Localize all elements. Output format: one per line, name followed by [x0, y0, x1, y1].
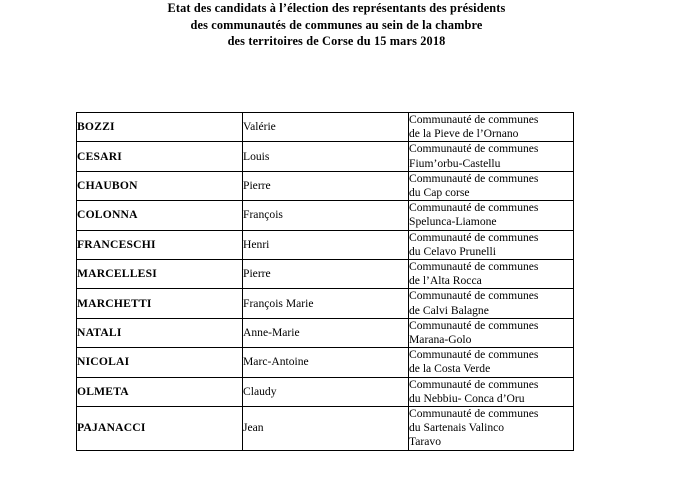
- candidate-forename: François: [243, 201, 409, 230]
- candidate-surname: CHAUBON: [77, 171, 243, 200]
- candidate-community: [409, 377, 574, 406]
- table-row: [77, 142, 574, 171]
- candidate-surname: NICOLAI: [77, 348, 243, 377]
- candidate-surname: CESARI: [77, 142, 243, 171]
- table-row: [77, 260, 574, 289]
- candidate-community-line: Communauté de communes: [409, 407, 539, 421]
- candidate-community-line: Communauté de communes: [409, 171, 539, 185]
- candidate-forename: Valérie: [243, 113, 409, 142]
- candidate-community: [409, 260, 574, 289]
- candidate-community: [409, 318, 574, 347]
- page-title-line-2: des communautés de communes au sein de la chambre: [190, 17, 483, 32]
- candidate-community: [409, 171, 574, 200]
- page-title-line-3: des territoires de Corse du 15 mars 2018: [227, 34, 446, 49]
- candidate-community-line: Taravo: [409, 435, 442, 449]
- candidate-forename: Henri: [243, 230, 409, 259]
- candidate-surname: BOZZI: [77, 113, 243, 142]
- candidate-community-line: du Sartenais Valinco: [409, 421, 505, 435]
- candidate-forename: Claudy: [243, 377, 409, 406]
- candidate-community: [409, 201, 574, 230]
- table-row: [77, 201, 574, 230]
- candidate-surname: OLMETA: [77, 377, 243, 406]
- candidate-surname: NATALI: [77, 318, 243, 347]
- table-row: [77, 377, 574, 406]
- candidate-community: [409, 407, 574, 451]
- table-row: [77, 171, 574, 200]
- candidate-forename: François Marie: [243, 289, 409, 318]
- candidate-community-line: Communauté de communes: [409, 318, 539, 332]
- candidate-community-line: Spelunca-Liamone: [409, 215, 497, 229]
- table-row: [77, 289, 574, 318]
- table-row: [77, 230, 574, 259]
- candidate-surname: MARCELLESI: [77, 260, 243, 289]
- candidate-community: [409, 142, 574, 171]
- candidate-surname: COLONNA: [77, 201, 243, 230]
- candidate-surname: FRANCESCHI: [77, 230, 243, 259]
- candidate-surname: MARCHETTI: [77, 289, 243, 318]
- candidates-table-body: [77, 113, 574, 451]
- candidate-community-line: de Calvi Balagne: [409, 303, 489, 317]
- candidate-community-line: Communauté de communes: [409, 260, 539, 274]
- page-title-line-1: Etat des candidats à l’élection des représentants des présidents: [167, 1, 506, 15]
- page-title: [0, 0, 673, 50]
- candidate-community-line: Communauté de communes: [409, 142, 539, 156]
- candidates-table: [76, 112, 574, 451]
- candidate-community-line: Communauté de communes: [409, 348, 539, 362]
- candidate-community-line: de la Costa Verde: [409, 362, 491, 376]
- candidate-community-line: Communauté de communes: [409, 230, 539, 244]
- candidate-forename: Pierre: [243, 171, 409, 200]
- candidate-community-line: du Celavo Prunelli: [409, 244, 496, 258]
- candidate-surname: PAJANACCI: [77, 407, 243, 451]
- table-row: [77, 348, 574, 377]
- table-row: [77, 113, 574, 142]
- candidate-community: [409, 289, 574, 318]
- candidate-community-line: Marana-Golo: [409, 333, 472, 347]
- candidate-forename: Jean: [243, 407, 409, 451]
- candidate-community-line: Fium’orbu-Castellu: [409, 156, 501, 170]
- candidate-community-line: Communauté de communes: [409, 201, 539, 215]
- table-row: [77, 407, 574, 451]
- candidate-community: [409, 348, 574, 377]
- candidate-forename: Marc-Antoine: [243, 348, 409, 377]
- candidate-forename: Anne-Marie: [243, 318, 409, 347]
- candidate-forename: Louis: [243, 142, 409, 171]
- candidate-community: [409, 113, 574, 142]
- candidate-community-line: du Cap corse: [409, 186, 470, 200]
- candidate-community-line: Communauté de communes: [409, 113, 539, 126]
- candidate-community-line: Communauté de communes: [409, 377, 539, 391]
- candidate-community-line: du Nebbiu- Conca d’Oru: [409, 391, 525, 405]
- candidate-community-line: de la Pieve de l’Ornano: [409, 127, 519, 141]
- candidate-community: [409, 230, 574, 259]
- candidate-forename: Pierre: [243, 260, 409, 289]
- table-row: [77, 318, 574, 347]
- candidate-community-line: Communauté de communes: [409, 289, 539, 303]
- candidate-community-line: de l’Alta Rocca: [409, 274, 482, 288]
